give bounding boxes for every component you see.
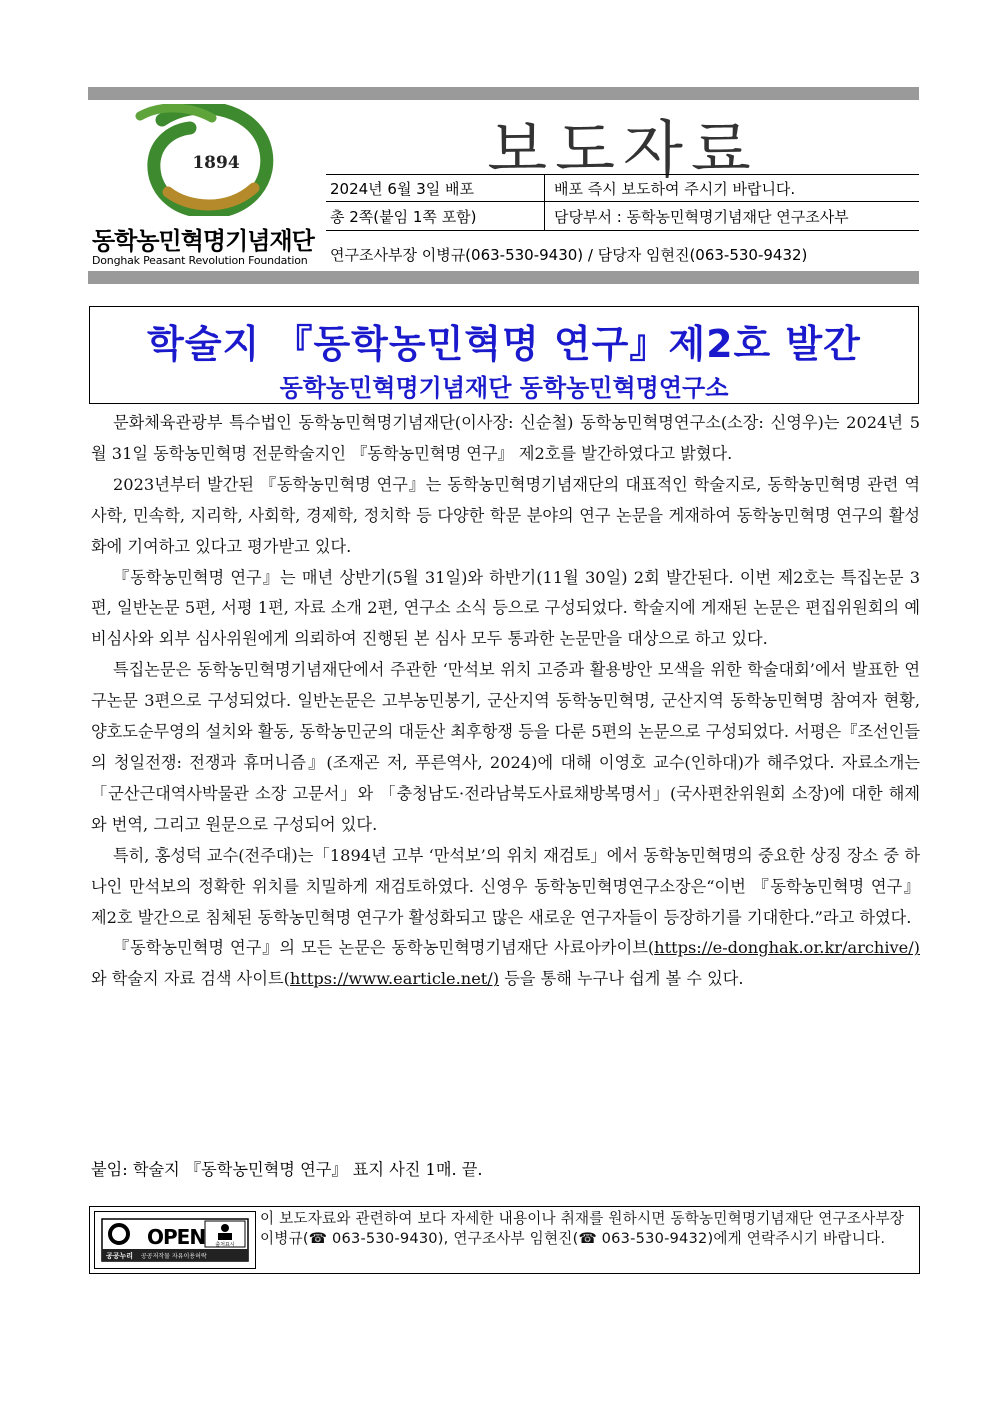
logo-emblem-icon <box>132 104 282 216</box>
archive-link[interactable]: https://e-donghak.or.kr/archive/) <box>654 938 920 958</box>
contact-persons: 연구조사부장 이병규(063-530-9430) / 담당자 임현진(063-530-9432) <box>330 246 808 264</box>
kogl-license-cell <box>94 1211 256 1269</box>
attachment-note: 붙임: 학술지 『동학농민혁명 연구』 표지 사진 1매. 끝. <box>91 1160 483 1179</box>
paragraph-4: 특집논문은 동학농민혁명기념재단에서 주관한 ‘만석보 위치 고증과 활용방안 모색을 위한 학술대회’에서 발표한 연구논문 3편으로 구성되었다. 일반논문은 고부농민봉기, 군산지역 동학농민혁명, 군산지역 동학농민혁명 참여자 현황, 양호도순무영의 설치와 활동, 동학농민군의 대둔산 최후항쟁 등을 다룬 5편의 논문으로 구성되었다. 서평은『조선인들의 청일전쟁: 전쟁과 휴머니즘』(조재곤 저, 푸른역사, 2024)에 대해 이영호 교수(인하대)가 해주었다. 자료소개는「군산근대역사박물관 소장 고문서」와 「충청남도·전라남북도사료채방복명서」(국사편찬위원회 소장)에 대한 해제와 번역, 그리고 원문으로 구성되어 있다. <box>91 660 920 834</box>
article-body <box>91 408 920 995</box>
headline-title: 학술지 『동학농민혁명 연구』제2호 발간 <box>147 322 861 366</box>
logo-year: 1894 <box>192 153 240 173</box>
kogl-open-license-icon <box>101 1218 249 1262</box>
info-divider <box>326 230 919 231</box>
open-label: OPEN <box>147 1225 206 1249</box>
earticle-link[interactable]: https://www.earticle.net/) <box>289 969 500 989</box>
header-top-bar <box>88 87 919 100</box>
info-divider <box>326 201 919 202</box>
foundation-logo <box>92 104 324 274</box>
badge-label: 출처표시 <box>215 1242 235 1248</box>
logo-org-name-kr: 동학농민혁명기념재단 <box>92 227 314 255</box>
kogl-label: 공공누리 <box>106 1252 134 1260</box>
paragraph-1: 문화체육관광부 특수법인 동학농민혁명기념재단(이사장: 신순철) 동학농민혁명연구소(소장: 신영우)는 2024년 5월 31일 동학농민혁명 전문학술지인 『동학농민혁명 연구』 제2호를 발간하였다고 밝혔다. <box>91 413 920 463</box>
info-vertical-divider <box>544 174 545 231</box>
paragraph-6-part-b: 와 학술지 자료 검색 사이트( <box>91 969 290 989</box>
department: 담당부서 : 동학농민혁명기념재단 연구조사부 <box>554 208 849 226</box>
page-count: 총 2쪽(붙임 1쪽 포함) <box>330 208 477 226</box>
paragraph-6-part-c: 등을 통해 누구나 쉽게 볼 수 있다. <box>499 969 744 989</box>
headline-box <box>89 306 919 404</box>
paragraph-3: 『동학농민혁명 연구』는 매년 상반기(5월 31일)와 하반기(11월 30일) 2회 발간된다. 이번 제2호는 특집논문 3편, 일반논문 5편, 서평 1편, 자료 소개 2편, 연구소 소식 등으로 구성되었다. 학술지에 게재된 논문은 편집위원회의 예비심사와 외부 심사위원에게 의뢰하여 진행된 본 심사 모두 통과한 논문만을 대상으로 하고 있다. <box>91 567 920 649</box>
paragraph-6 <box>91 933 920 995</box>
footer-contact-text: 이 보도자료와 관련하여 보다 자세한 내용이나 취재를 원하시면 동학농민혁명기념재단 연구조사부장 이병규(☎ 063-530-9430), 연구조사부 임현진(☎ 063-530-9432)에게 연락주시기 바랍니다. <box>260 1210 905 1247</box>
logo-org-name-en: Donghak Peasant Revolution Foundation <box>92 254 308 267</box>
release-note: 배포 즉시 보도하여 주시기 바랍니다. <box>554 180 796 198</box>
paragraph-2: 2023년부터 발간된 『동학농민혁명 연구』는 동학농민혁명기념재단의 대표적인 학술지로, 동학농민혁명 관련 역사학, 민속학, 지리학, 사회학, 경제학, 정치학 등 다양한 학문 분야의 연구 논문을 게재하여 동학농민혁명 연구의 활성화에 기여하고 있다고 평가받고 있다. <box>91 474 920 556</box>
paragraph-6-part-a: 『동학농민혁명 연구』의 모든 논문은 동학농민혁명기념재단 사료아카이브( <box>113 938 655 958</box>
info-divider <box>326 174 919 175</box>
footer-box <box>89 1206 920 1274</box>
headline-subtitle: 동학농민혁명기념재단 동학농민혁명연구소 <box>279 374 729 402</box>
release-date: 2024년 6월 3일 배포 <box>330 180 475 198</box>
kogl-desc: 공공저작물 자유이용허락 <box>141 1253 207 1260</box>
paragraph-5: 특히, 홍성덕 교수(전주대)는「1894년 고부 ‘만석보’의 위치 재검토」에서 동학농민혁명의 중요한 상징 장소 중 하나인 만석보의 정확한 위치를 치밀하게 재검토하였다. 신영우 동학농민혁명연구소장은“이번 『동학농민혁명 연구』 제2호 발간으로 침체된 동학농민혁명 연구가 활성화되고 많은 새로운 연구자들이 등장하기를 기대한다.”라고 하였다. <box>91 845 920 927</box>
doc-type-title: 보도자료 <box>487 113 759 186</box>
